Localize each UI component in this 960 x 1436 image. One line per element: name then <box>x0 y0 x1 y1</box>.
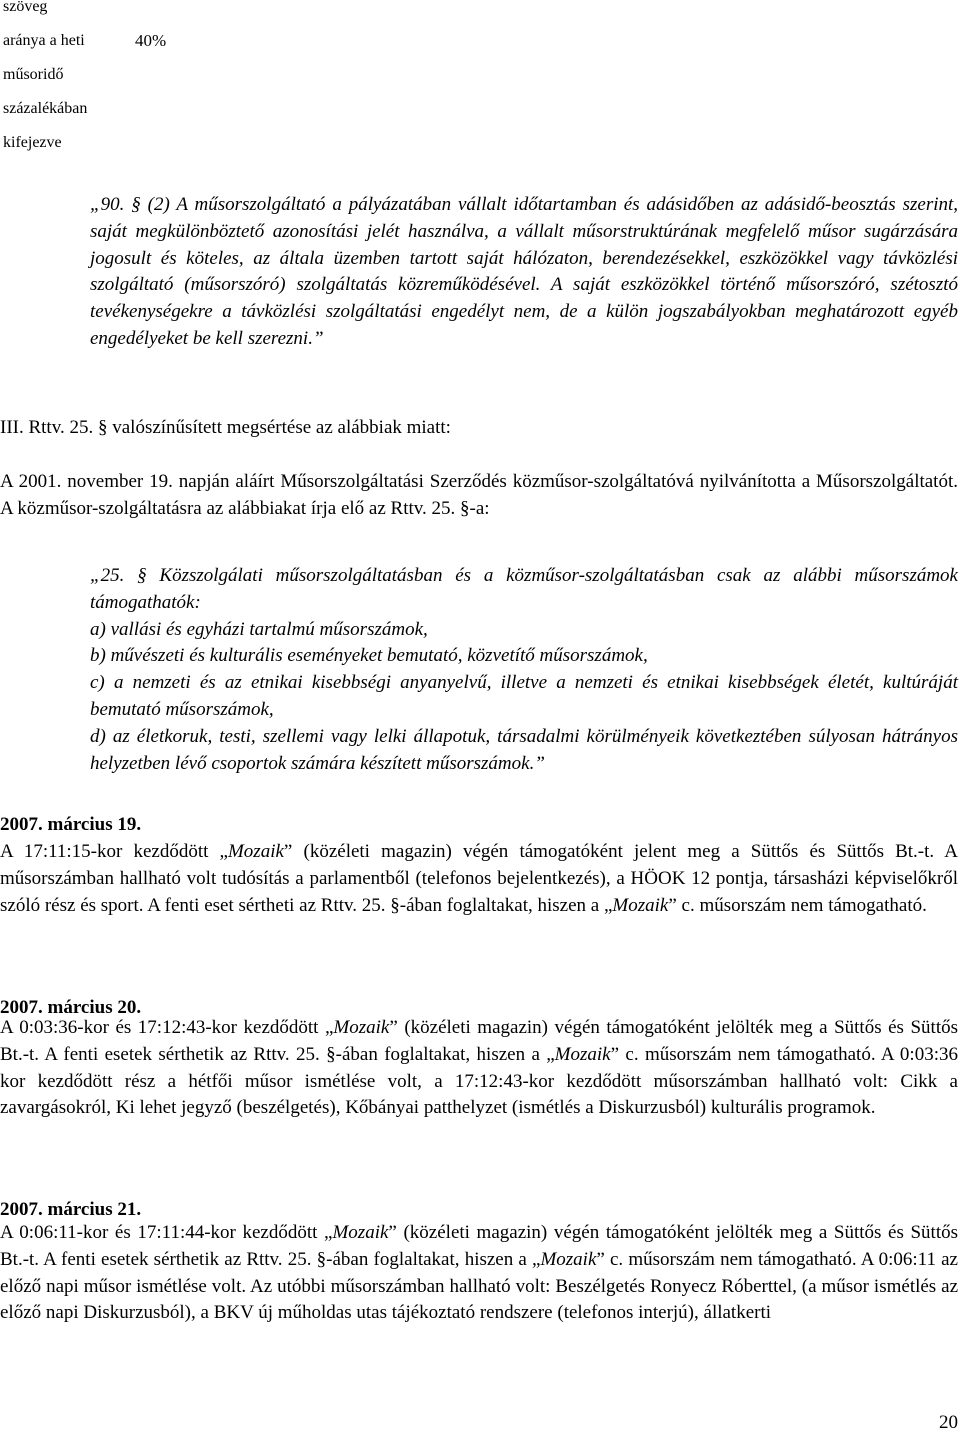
table-label-line: kifejezve <box>3 134 62 151</box>
entry-text: ” (közéleti magazin) végén támogatóként jelölték meg a Süttős és Süttős Bt.-t. A fenti esetek sérthetik az Rttv. 25. §-ában foglaltakat, hiszen a „ <box>0 1017 958 1065</box>
page-number: 20 <box>939 1412 958 1433</box>
quote-section-25 <box>90 563 958 777</box>
entry-date: 2007. március 20. <box>0 997 142 1018</box>
entry-paragraph <box>0 839 958 919</box>
list-item: c) a nemzeti és az etnikai kisebbségi anyanyelvű, illetve a nemzeti és etnikai kisebbségek életét, kultúráját bemutató műsorszámok, <box>90 672 958 720</box>
entry-text: ” c. műsorszám nem támogatható. A 0:06:11 az előző napi műsor ismétlése volt. Az utóbbi műsorszámban hallható volt: Beszélgetés Ronyecz Róberttel, (a műsor ismétlés az előző napi Diskurzusból), a BKV új műholdas utas tájékoztató rendszere (telefonos interjú), állatkerti <box>0 1248 958 1324</box>
list-item: b) művészeti és kulturális eseményeket bemutató, közvetítő műsorszámok, <box>90 645 648 667</box>
entry-text: ” c. műsorszám nem támogatható. A 0:03:36 kor kezdődött rész a hétfői műsor ismétlése volt, a 17:12:43-kor kezdődött műsorszámban hallható volt: Cikk a zavargásokról, Ki lehet jegyző (beszélgetés), Kőbányai patthelyzet (ismétlés a Diskurzusból) kulturális programok. <box>0 1043 958 1119</box>
table-value: 40% <box>135 31 167 50</box>
entry-text: ” (közéleti magazin) végén támogatóként jelölték meg a Süttős és Süttős Bt.-t. A fenti esetek sérthetik az Rttv. 25. §-ában foglaltakat, hiszen a „ <box>0 1222 958 1270</box>
entry-text: A 0:06:11-kor és 17:11:44-kor kezdődött „ <box>0 1222 333 1243</box>
section-sign: § <box>131 194 141 215</box>
quote-section-90 <box>90 192 958 353</box>
table-label-line: szöveg <box>3 0 48 15</box>
quote-open: „90. <box>90 194 125 215</box>
program-title: Mozaik <box>554 1043 611 1065</box>
table-label-line: százalékában <box>3 100 88 117</box>
section-sign: § <box>97 417 108 438</box>
heading-text: valószínűsített megsértése az alábbiak miatt: <box>112 417 451 438</box>
table-label-line: műsoridő <box>3 66 64 83</box>
section-heading <box>0 415 451 442</box>
section-sign: § <box>137 565 147 586</box>
program-title: Mozaik <box>612 894 669 916</box>
quote-lead: Közszolgálati műsorszolgáltatásban és a közműsor-szolgáltatásban csak az alábbi műsorszámok támogathatók: <box>90 565 958 613</box>
heading-prefix: III. Rttv. 25. <box>0 417 94 438</box>
quote-open: „25. <box>90 565 125 586</box>
entry-date: 2007. március 21. <box>0 1199 142 1220</box>
list-item: d) az életkoruk, testi, szellemi vagy lelki állapotuk, társadalmi körülményeik következtében súlyosan hátrányos helyzetben lévő csoportok számára készített műsorszámok.” <box>90 725 958 774</box>
entry-text: ” (közéleti magazin) végén támogatóként jelent meg a Süttős és Süttős Bt.-t. A műsorszámban hallható volt tudósítás a parlamentből (telefonos bejelentkezés), a HÖOK 12 pontja, társasházi képviselőkről szóló rész és sport. A fenti eset sértheti az Rttv. 25. §-ában foglaltakat, hiszen a „ <box>0 841 958 916</box>
entry-paragraph <box>0 1015 958 1122</box>
intro-paragraph: A 2001. november 19. napján aláírt Műsorszolgáltatási Szerződés közműsor-szolgáltatóvá nyilvánította a Műsorszolgáltatót. A közműsor-szolgáltatásra az alábbiakat írja elő az Rttv. 25. §-a: <box>0 471 958 519</box>
quote-text: (2) A műsorszolgáltató a pályázatában vállalt időtartamban és adásidőben az adásidő-beosztás szerint, saját megkülönböztető azonosítási jelét használva, a vállalt műsorstruktúrának megfelelő műsor sugárzására jogosult és köteles, az általa üzemben tartott saját hálózaton, berendezésekkel, eszközökkel vagy távközlési szolgáltató (műsorszóró) szolgáltatás közreműködésével. A saját eszközökkel történő műsorszóró, szétosztó tevékenységekre a távközlési szolgáltatási engedélyt nem, de a külön jogszabályokban meghatározott egyéb engedélyeket be kell szerezni.” <box>90 194 959 349</box>
entry-text: A 17:11:15-kor kezdődött „ <box>0 841 228 862</box>
entry-text: ” c. műsorszám nem támogatható. <box>668 894 927 916</box>
table-label-line: aránya a heti <box>3 32 85 49</box>
entry-date: 2007. március 19. <box>0 814 142 835</box>
program-title: Mozaik <box>333 1017 390 1038</box>
entry-text: A 0:03:36-kor és 17:12:43-kor kezdődött „ <box>0 1017 334 1038</box>
program-title: Mozaik <box>540 1248 597 1270</box>
entry-paragraph <box>0 1220 958 1327</box>
list-item: a) vallási és egyházi tartalmú műsorszámok, <box>90 618 428 640</box>
program-title: Mozaik <box>332 1222 389 1243</box>
program-title: Mozaik <box>227 841 284 862</box>
